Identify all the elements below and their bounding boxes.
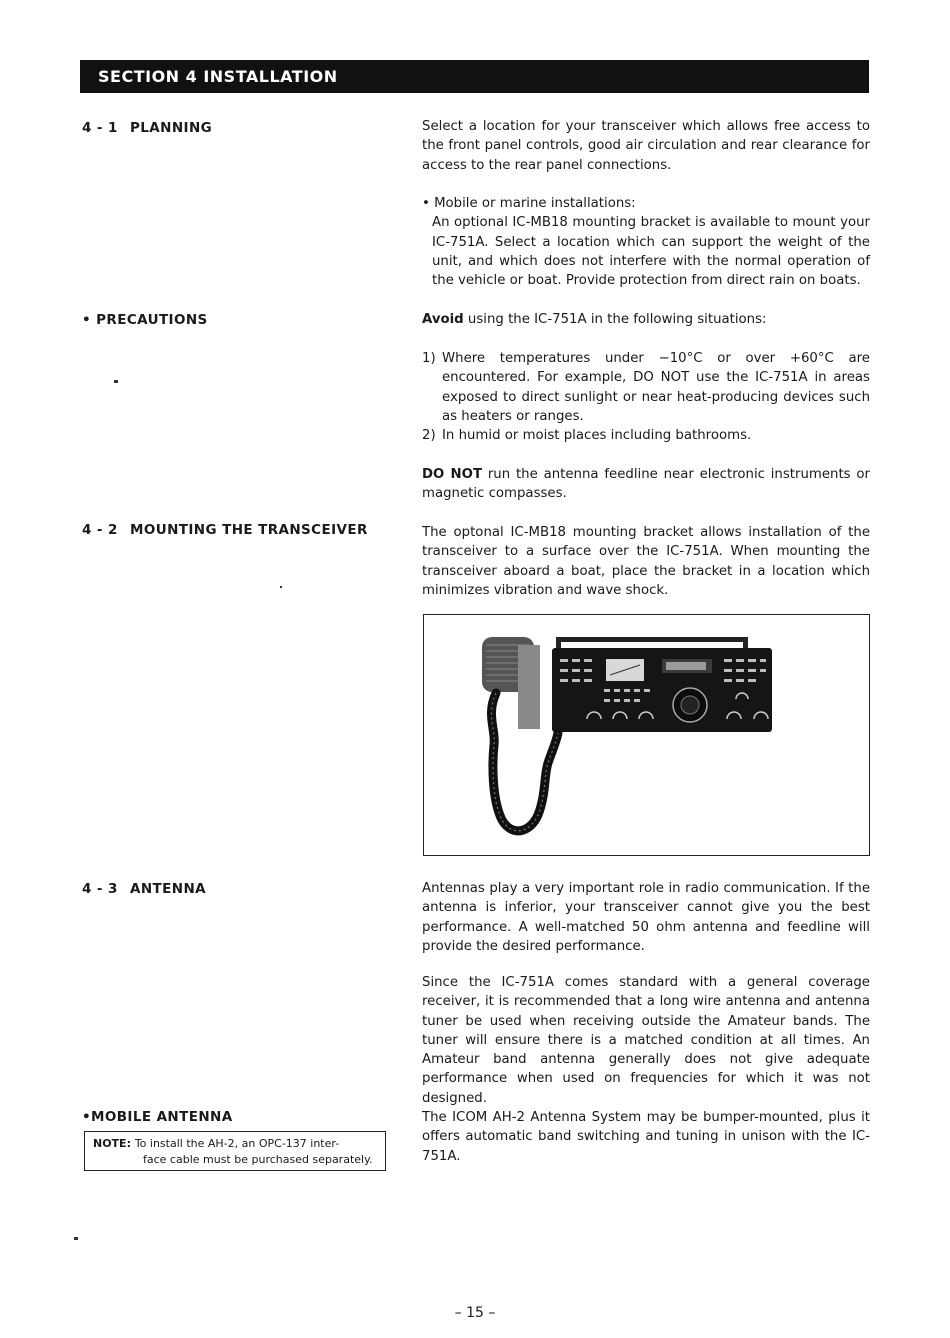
heading-number: 4 - 2 bbox=[82, 522, 118, 538]
planning-mobile bbox=[422, 194, 870, 290]
planning-intro bbox=[422, 117, 870, 175]
scan-speck bbox=[114, 380, 118, 383]
heading-title: •MOBILE ANTENNA bbox=[82, 1109, 233, 1125]
note-line-1: To install the AH-2, an OPC-137 inter- bbox=[134, 1137, 340, 1150]
planning-intro-text: Select a location for your transceiver which allows free access to the front panel controls, good air circulation and rear clearance for access to the rear panel connections. bbox=[422, 119, 870, 173]
precautions-donot bbox=[422, 465, 870, 504]
mobile-installation-heading: • Mobile or marine installations: bbox=[422, 196, 636, 211]
heading-mounting bbox=[82, 522, 368, 538]
item-text: In humid or moist places including bathrooms. bbox=[442, 428, 752, 443]
precautions-avoid bbox=[422, 310, 870, 329]
mobile-antenna-text: The ICOM AH-2 Antenna System may be bumper-mounted, plus it offers automatic band switching and tuning in unison with the IC-751A. bbox=[422, 1110, 870, 1164]
precaution-item-2 bbox=[422, 426, 870, 445]
page-number: – 15 – bbox=[454, 1305, 496, 1321]
antenna-paragraph-2 bbox=[422, 973, 870, 1108]
item-number: 1) bbox=[422, 351, 436, 366]
heading-precautions bbox=[82, 312, 208, 328]
heading-title: PLANNING bbox=[130, 120, 213, 136]
heading-antenna bbox=[82, 881, 206, 897]
avoid-text: using the IC-751A in the following situations: bbox=[463, 312, 767, 327]
mobile-installation-text: An optional IC-MB18 mounting bracket is available to mount your IC-751A. Select a location which can support the weight of the unit, and which does not interfere with the normal operation of the vehicle or boat. Provide protection from direct rain on boats. bbox=[432, 215, 870, 289]
mobile-antenna-paragraph bbox=[422, 1108, 870, 1166]
heading-title: • PRECAUTIONS bbox=[82, 312, 208, 328]
note-line-2: face cable must be purchased separately. bbox=[143, 1153, 373, 1166]
precaution-item-1 bbox=[422, 349, 870, 426]
note-label: NOTE: bbox=[93, 1137, 131, 1150]
item-number: 2) bbox=[422, 428, 436, 443]
scan-speck bbox=[280, 586, 282, 588]
heading-number: 4 - 3 bbox=[82, 881, 118, 897]
transceiver-illustration bbox=[424, 615, 868, 854]
heading-title: MOUNTING THE TRANSCEIVER bbox=[130, 522, 368, 538]
heading-number: 4 - 1 bbox=[82, 120, 118, 136]
scan-speck bbox=[74, 1237, 78, 1240]
antenna-paragraph-1 bbox=[422, 879, 870, 956]
heading-title: ANTENNA bbox=[130, 881, 207, 897]
section-header bbox=[80, 60, 869, 93]
heading-planning bbox=[82, 120, 212, 136]
donot-bold: DO NOT bbox=[422, 467, 483, 482]
note-box bbox=[84, 1131, 386, 1171]
section-title: SECTION 4 INSTALLATION bbox=[98, 67, 338, 86]
item-text: Where temperatures under −10°C or over +60°C are encountered. For example, DO NOT use the IC-751A in areas exposed to direct sunlight or near heat-producing devices such as heaters or ranges. bbox=[442, 351, 870, 424]
transceiver-figure bbox=[423, 614, 870, 856]
mounting-text bbox=[422, 523, 870, 600]
avoid-bold: Avoid bbox=[422, 312, 464, 327]
donot-text: run the antenna feedline near electronic instruments or magnetic compasses. bbox=[422, 467, 870, 502]
heading-mobile-antenna bbox=[82, 1109, 233, 1125]
antenna-text-1: Antennas play a very important role in radio communication. If the antenna is inferior, your transceiver cannot give you the best performance. A well-matched 50 ohm antenna and feedline will provide the desired performance. bbox=[422, 881, 870, 954]
antenna-text-2: Since the IC-751A comes standard with a general coverage receiver, it is recommended that a long wire antenna and antenna tuner be used when receiving outside the Amateur bands. The tuner will ensure there is a matched condition at all times. An Amateur band antenna generally does not give adequate performance when used on frequencies for which it was not designed. bbox=[422, 975, 870, 1106]
mounting-paragraph: The optonal IC-MB18 mounting bracket allows installation of the transceiver to a surface over the IC-751A. When mounting the transceiver aboard a boat, place the bracket in a location which minimizes vibration and wave shock. bbox=[422, 525, 870, 598]
